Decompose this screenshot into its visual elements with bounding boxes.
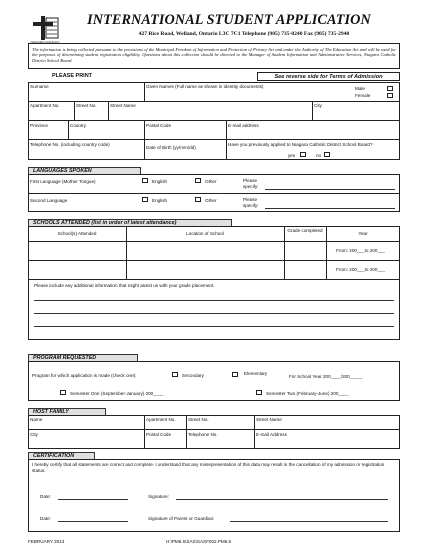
col-divider — [68, 120, 69, 139]
parent-signature-field[interactable] — [230, 521, 388, 522]
yes-label: yes — [288, 153, 296, 158]
please-print-label: PLEASE PRINT — [52, 73, 93, 79]
first-language-label: First Language (Mother Tongue) — [30, 179, 96, 184]
street-name-field[interactable] — [110, 108, 310, 119]
second-specify-input[interactable] — [265, 208, 395, 209]
male-checkbox[interactable] — [387, 86, 393, 91]
col-divider — [74, 101, 75, 120]
semester-two-label: Semester Two (February-June) 200____ — [266, 391, 349, 396]
second-other-checkbox[interactable] — [195, 197, 201, 202]
year-from-to-1[interactable]: From: 200___to 200___ — [336, 248, 386, 253]
host-name-label: Name — [30, 417, 43, 422]
col-divider — [144, 120, 145, 160]
city-label: City — [314, 103, 322, 108]
col-divider — [108, 101, 109, 120]
date-label-1: Date: — [40, 494, 51, 499]
second-english-label: English — [152, 198, 168, 203]
privacy-notice: The information is being collected pursuant to the provisions of the Municipal Freedom of Information and Protection of Privacy Act and under the Authority of The Education Act and will be used for the purposes of determining student registration eligibility. Questions about this collection should be directed to the Manager of Student Information and Administrative Services, Niagara Catholic District School Board. — [28, 43, 400, 69]
city-field[interactable] — [314, 108, 398, 119]
first-please-label: Please — [243, 178, 258, 183]
postal-code-field[interactable] — [146, 128, 224, 138]
host-telephone-label: Telephone No. — [188, 432, 218, 437]
host-street-no-label: Street No. — [188, 417, 209, 422]
school-location-field-2[interactable] — [128, 262, 282, 278]
second-language-label: Second Language — [30, 198, 68, 203]
grade-completed-header: Grade completed — [287, 228, 323, 233]
additional-info-line-1[interactable] — [34, 300, 394, 301]
first-specify-label: specify: — [243, 184, 259, 189]
form-title: INTERNATIONAL STUDENT APPLICATION — [87, 12, 371, 28]
host-city-label: City — [30, 432, 38, 437]
apartment-no-label: Apartment No. — [30, 103, 60, 108]
second-please-label: Please — [243, 197, 258, 202]
additional-info-label: Please include any additional information that might assist us with your grade placement. — [34, 283, 215, 288]
given-names-field[interactable] — [146, 89, 346, 100]
first-english-checkbox[interactable] — [142, 178, 148, 183]
row-divider — [28, 429, 400, 430]
program-question: Program for which application is made (check one): — [32, 373, 137, 378]
row-divider — [28, 101, 400, 102]
host-street-no-field[interactable] — [188, 422, 252, 428]
previously-applied-question: Have you previously applied to Niagara Catholic District School Board? — [228, 142, 373, 147]
logo-text: NIAGARA CATHOLIC — [30, 40, 60, 44]
host-family-section-heading: HOST FAMILY — [28, 408, 106, 416]
host-name-field[interactable] — [30, 422, 142, 428]
applied-no-checkbox[interactable] — [324, 152, 330, 157]
date-label-2: Date: — [40, 516, 51, 521]
apartment-no-field[interactable] — [30, 108, 72, 119]
school-name-field-2[interactable] — [30, 262, 124, 278]
year-header: Year — [358, 231, 368, 236]
female-label: Female — [355, 93, 371, 98]
host-apartment-no-field[interactable] — [146, 422, 184, 428]
email-field[interactable] — [228, 128, 398, 138]
surname-label: Surname — [30, 84, 49, 89]
see-reverse-note: See reverse side for Terms of Admission — [257, 72, 400, 81]
postal-code-label: Postal Code — [146, 123, 172, 128]
additional-info-line-2[interactable] — [34, 313, 394, 314]
first-english-label: English — [152, 179, 168, 184]
certification-section-heading: CERTIFICATION — [28, 452, 95, 460]
languages-section-heading: LANGUAGES SPOKEN — [28, 167, 141, 175]
date-field-1[interactable] — [58, 499, 128, 500]
applied-yes-checkbox[interactable] — [300, 152, 306, 157]
second-english-checkbox[interactable] — [142, 197, 148, 202]
col-divider — [284, 226, 285, 279]
first-other-checkbox[interactable] — [195, 178, 201, 183]
grade-field-2[interactable] — [286, 262, 324, 278]
footer-date: FEBRUARY 2013 — [28, 539, 65, 544]
row-divider — [28, 260, 400, 261]
elementary-checkbox[interactable] — [232, 372, 238, 377]
no-label: no — [316, 153, 322, 158]
host-postal-code-field[interactable] — [146, 437, 184, 447]
year-from-to-2[interactable]: From: 200___to 200___ — [336, 267, 386, 272]
row-divider — [28, 120, 400, 121]
surname-field[interactable] — [30, 89, 143, 100]
host-city-field[interactable] — [30, 437, 142, 447]
telephone-label: Telephone No. (including country code) — [30, 142, 110, 147]
email-label: E-mail address — [228, 123, 259, 128]
footer-file-path: H:\PM6.5\SAS\SASF002.PM6.5 — [166, 539, 232, 544]
signature-field[interactable] — [176, 499, 388, 500]
school-attended-header: School(s) Attended — [57, 231, 97, 236]
schools-section-heading: SCHOOLS ATTENDED (list in order of latest attendance) — [28, 219, 232, 227]
female-checkbox[interactable] — [387, 93, 393, 98]
additional-info-line-3[interactable] — [34, 326, 394, 327]
given-names-label: Given Names (Full name as shown in identity documents) — [146, 84, 264, 89]
secondary-label: Secondary — [182, 373, 204, 378]
semester-two-checkbox[interactable] — [256, 390, 262, 395]
male-label: Male — [355, 86, 365, 91]
row-divider — [28, 193, 400, 194]
col-divider — [186, 415, 187, 449]
program-section-heading: PROGRAM REQUESTED — [28, 354, 138, 362]
host-email-label: E-mail Address — [256, 432, 287, 437]
school-year-field[interactable]: For School Year 200____/200_____ — [289, 374, 363, 379]
col-divider — [312, 101, 313, 120]
second-other-label: Other — [205, 198, 217, 203]
country-field[interactable] — [70, 128, 142, 138]
host-street-name-label: Street Name — [256, 417, 282, 422]
dob-label: Date of Birth (yy/mm/dd) — [146, 145, 196, 150]
date-field-2[interactable] — [58, 521, 128, 522]
host-email-field[interactable] — [256, 437, 398, 447]
signature-label: Signature: — [148, 494, 169, 499]
elementary-label: Elementary — [244, 371, 268, 376]
secondary-checkbox[interactable] — [172, 372, 178, 377]
school-name-field-1[interactable] — [30, 243, 124, 259]
host-apartment-no-label: Apartment No. — [146, 417, 176, 422]
province-label: Province — [30, 123, 48, 128]
board-address: 427 Rice Road, Welland, Ontario L3C 7C1 Telephone (905) 735-0240 Fax (905) 735-2940 — [138, 31, 350, 37]
certification-statement: I hereby certify that all statements are correct and complete. I understand that any misrepresentation of this data may result in the cancellation of my admission or registration status. — [32, 462, 385, 473]
col-divider — [144, 82, 145, 101]
host-postal-code-label: Postal Code — [146, 432, 172, 437]
semester-one-checkbox[interactable] — [60, 390, 66, 395]
first-specify-input[interactable] — [265, 189, 395, 190]
semester-one-label: Semester One (September-January) 200____ — [70, 391, 164, 396]
location-header: Location of School — [186, 231, 224, 236]
col-divider — [144, 415, 145, 449]
school-location-field-1[interactable] — [128, 243, 282, 259]
country-label: Country — [70, 123, 87, 128]
col-divider — [254, 415, 255, 449]
province-field[interactable] — [30, 128, 66, 138]
row-divider — [28, 139, 400, 140]
host-street-name-field[interactable] — [256, 422, 398, 428]
host-telephone-field[interactable] — [188, 437, 252, 447]
row-divider — [28, 241, 400, 242]
street-no-label: Street No. — [76, 103, 97, 108]
grade-field-1[interactable] — [286, 243, 324, 259]
second-specify-label: specify: — [243, 203, 259, 208]
row-divider — [28, 279, 400, 280]
col-divider — [226, 120, 227, 160]
street-name-label: Street Name — [110, 103, 136, 108]
first-other-label: Other — [205, 179, 217, 184]
parent-signature-label: Signature of Parent or Guardian: — [148, 516, 215, 521]
street-no-field[interactable] — [76, 108, 106, 119]
